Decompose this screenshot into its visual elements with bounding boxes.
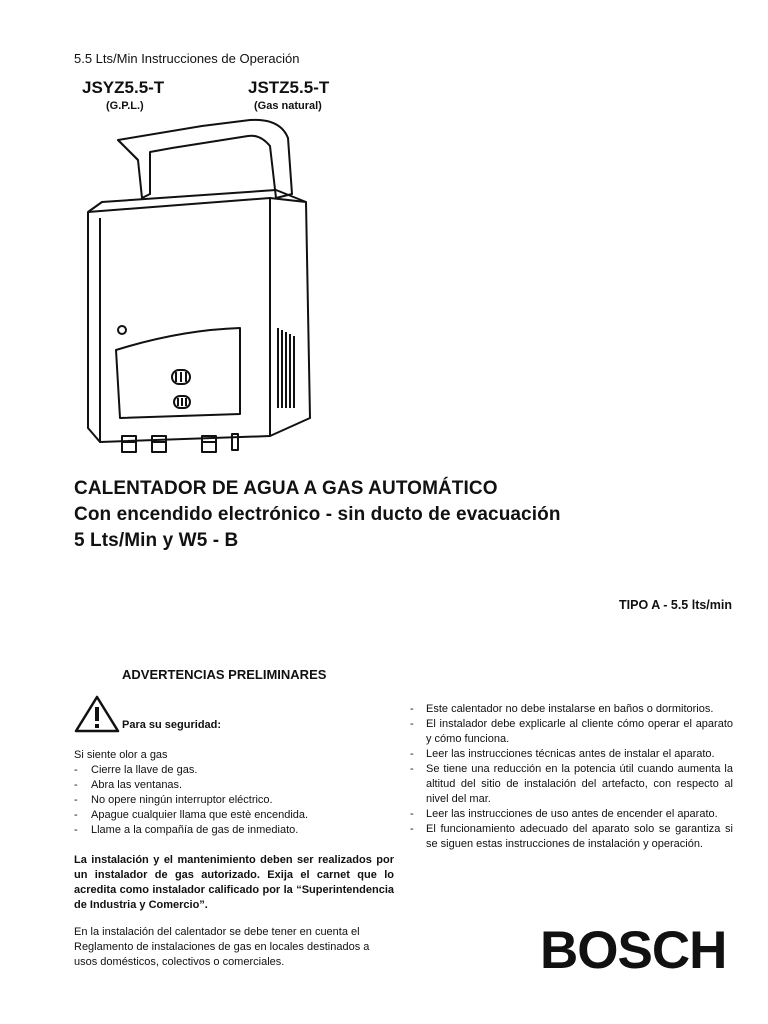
gas-smell-section	[74, 748, 394, 838]
list-item: - Leer las instrucciones técnicas antes de instalar el aparato.	[410, 747, 733, 762]
model-code-gpl: JSYZ5.5-T	[82, 78, 165, 97]
subtitle-capacity: 5 Lts/Min y W5 - B	[74, 530, 239, 551]
subtitle-ignition: Con encendido electrónico - sin ducto de evacuación	[74, 504, 561, 525]
list-item: - Leer las instrucciones de uso antes de encender el aparato.	[410, 807, 733, 822]
list-item: - El instalador debe explicarle al cliente cómo operar el aparato y cómo funciona.	[410, 717, 733, 747]
installation-note: En la instalación del calentador se debe tener en cuenta el Reglamento de instalaciones de gas en locales destinados a usos domésticos, colectivos o comerciales.	[74, 926, 370, 968]
bosch-logo: BOSCH	[540, 921, 727, 980]
list-item: - El funcionamiento adecuado del aparato solo se garantiza si se siguen estas instrucciones de instalación y operación.	[410, 822, 733, 852]
model-gas-gpl: (G.P.L.)	[106, 100, 144, 112]
installation-warning: La instalación y el mantenimiento deben ser realizados por un instalador de gas autorizado. Exija el carnet que lo acredita como instalador calificado por la “Superintendencia de Industria y Comercio”.	[74, 854, 394, 911]
header-subtitle: 5.5 Lts/Min Instrucciones de Operación	[74, 51, 300, 66]
list-item: - Cierre la llave de gas.	[74, 763, 394, 778]
gas-smell-intro: Si siente olor a gas	[74, 749, 168, 761]
right-warnings-list	[410, 702, 733, 852]
warnings-heading: ADVERTENCIAS PRELIMINARES	[122, 667, 327, 682]
list-item: - Se tiene una reducción en la potencia útil cuando aumenta la altitud del sitio de instalación del artefacto, con respecto al nivel del mar.	[410, 762, 733, 807]
right-column-warnings	[410, 702, 733, 852]
model-gas-natural-gas: (Gas natural)	[254, 100, 322, 112]
list-item: - Apague cualquier llama que estè encendida.	[74, 808, 394, 823]
water-heater-illustration	[80, 118, 330, 458]
list-item: - Este calentador no debe instalarse en baños o dormitorios.	[410, 702, 733, 717]
list-item: - Abra las ventanas.	[74, 778, 394, 793]
list-item: - Llame a la compañía de gas de inmediato.	[74, 823, 394, 838]
safety-label: Para su seguridad:	[122, 719, 222, 731]
main-title: CALENTADOR DE AGUA A GAS AUTOMÁTICO	[74, 478, 498, 499]
type-label: TIPO A - 5.5 lts/min	[619, 598, 732, 612]
list-item: - No opere ningún interruptor eléctrico.	[74, 793, 394, 808]
warning-triangle-icon	[74, 695, 120, 733]
model-code-natural-gas: JSTZ5.5-T	[248, 78, 330, 97]
gas-steps-list	[74, 763, 394, 838]
